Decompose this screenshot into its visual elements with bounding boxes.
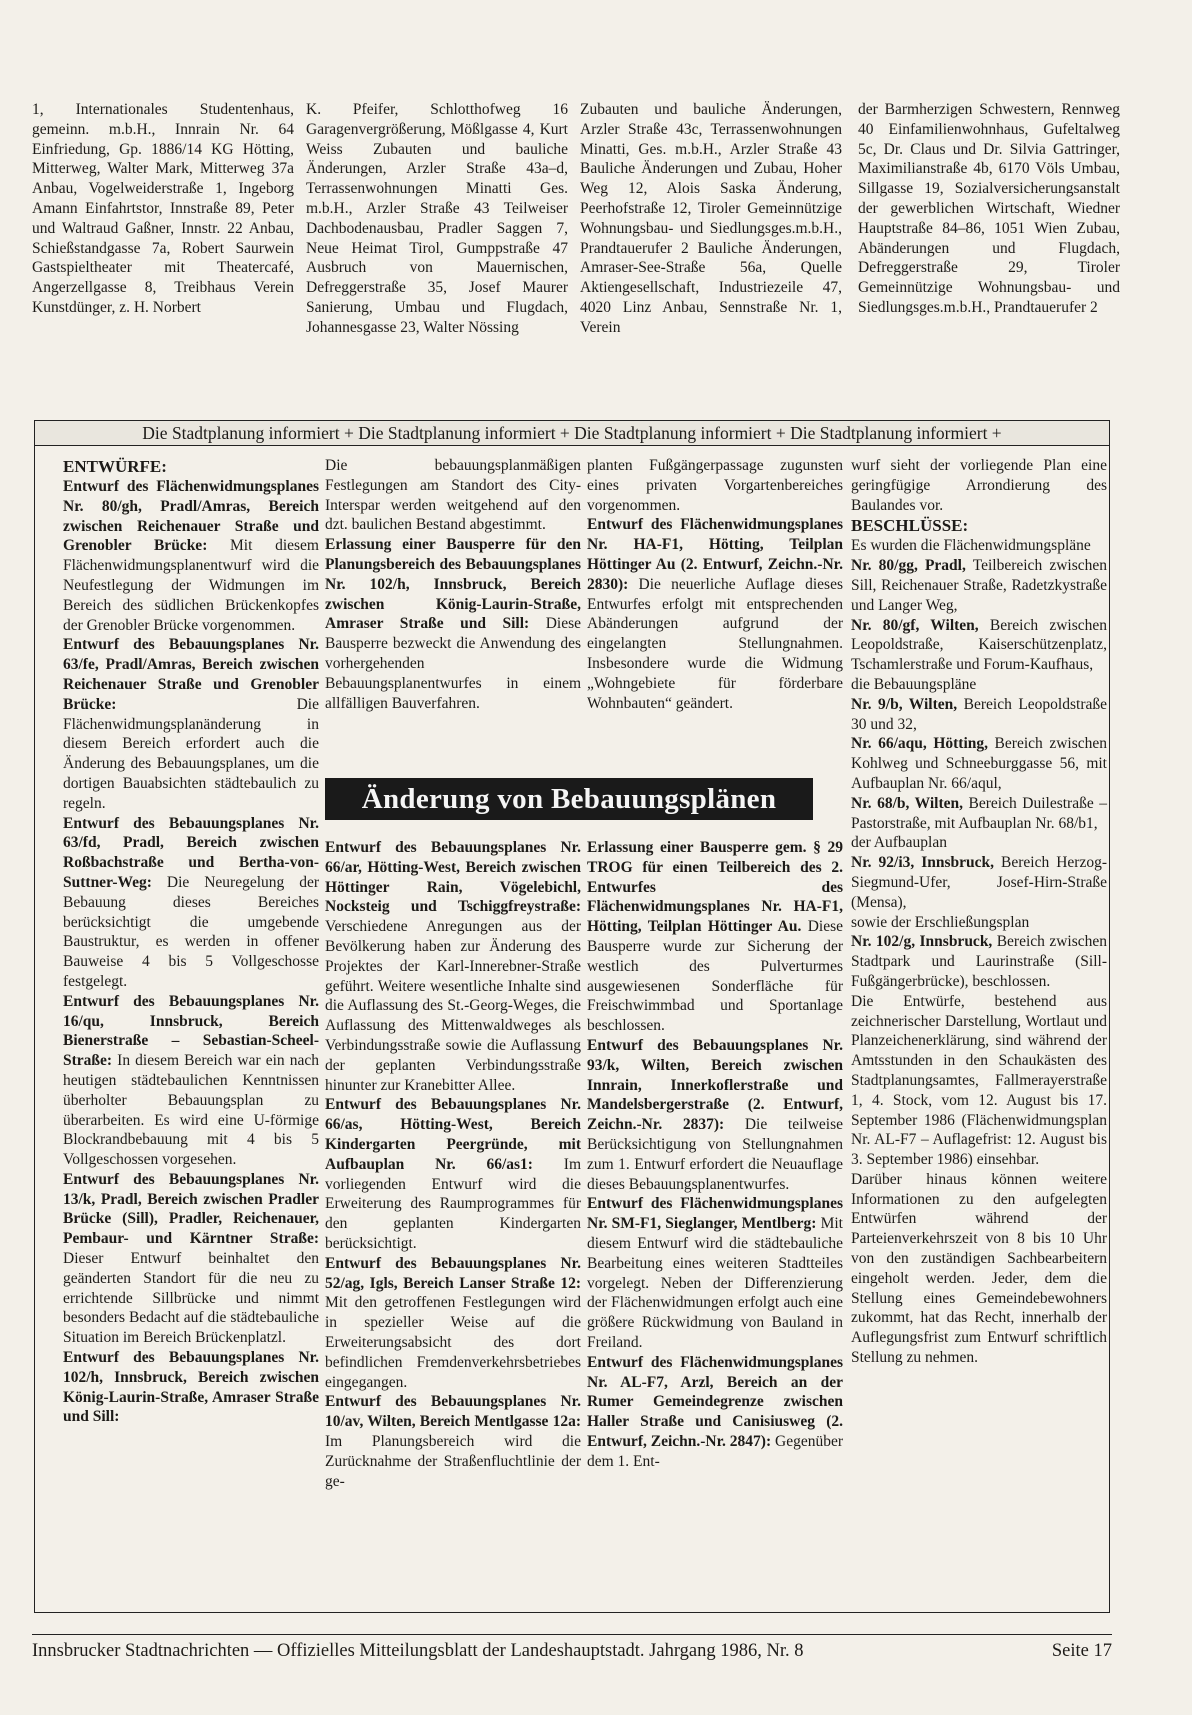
entry-heading: Entwurf des Bebauungsplanes Nr. 93/k, Wilten, Bereich zwischen Innrain, Innerkoflerstraße und Mandelsbergerstraße (2. Entwurf, Zeichn.-Nr. 2837): <box>587 1036 843 1134</box>
entry-heading: Entwurf des Bebauungsplanes Nr. 52/ag, Igls, Bereich Lanser Straße 12: <box>325 1254 581 1292</box>
entry-text: Die teilweise Berücksichtigung von Stellungnahmen zum 1. Entwurf erfordert die Neuauflage dieses Bebauungsplanentwurfes. <box>587 1116 843 1193</box>
entry-text: Mit diesem Entwurf wird die städtebauliche Bearbeitung eines weiteren Stadtteiles vorgelegt. Neben der Differenzierung der Flächenwidmungen erfolgt auch eine größere Rückwidmung von Bauland in Freiland. <box>587 1215 843 1351</box>
entry-heading: Nr. 92/i3, Innsbruck, <box>851 854 995 872</box>
entry-paragraph <box>63 992 319 1170</box>
entry-paragraph <box>325 838 581 1095</box>
top-column-1 <box>32 100 294 318</box>
stadtplanung-box <box>34 444 1110 1613</box>
entry-paragraph <box>63 1348 319 1427</box>
entries <box>325 456 581 713</box>
entry-paragraph <box>587 515 843 713</box>
col4-intro: wurf sieht der vorliegende Plan eine geringfügige Arrondierung des Baulandes vor. <box>851 457 1107 514</box>
entry-text: Im Planungsbereich wird die Zurücknahme der Straßenfluchtlinie der ge- <box>325 1432 581 1490</box>
top-listing <box>0 0 1192 410</box>
top-column-2 <box>306 100 568 338</box>
entry-paragraph <box>851 1170 1107 1368</box>
box-column-1 <box>63 456 319 1427</box>
entwuerfe-heading: ENTWÜRFE: <box>63 457 167 476</box>
entry-heading: Entwurf des Flächenwidmungsplanes Nr. HA-F1, Hötting, Teilplan Höttinger Au (2. Entwurf, Zeichn.-Nr. 2830): <box>587 516 843 593</box>
entry-paragraph <box>587 838 843 1036</box>
entry-paragraph <box>851 992 1107 1170</box>
entries <box>63 477 319 1427</box>
top-column-text: der Barmherzigen Schwestern, Rennweg 40 Einfamilienwohnhaus, Gufeltalweg 5c, Dr. Claus und Dr. Silvia Gattringer, Maximilianstraße 4b, 6170 Völs Umbau, Sillgasse 19, Sozialversicherungsanstalt der gewerblichen Wirtschaft, Wiedner Hauptstraße 84–86, 1051 Wien Zubau, Abänderungen und Flugdach, Defreggerstraße 29, Tiroler Gemeinnützige Wohnungsbau- und Siedlungsges.m.b.H., Prandtauerufer 2 <box>858 101 1120 316</box>
top-column-text: Zubauten und bauliche Änderungen, Arzler Straße 43c, Terrassenwohnungen Minatti, Ges. m.b.H., Arzler Straße 43 Bauliche Änderungen und Zubau, Hoher Weg 12, Alois Saska Änderung, Peerhofstraße 12, Tiroler Gemeinnützige Wohnungsbau- und Siedlungsges.m.b.H., Prandtauerufer 2 Bauliche Änderungen, Amraser-See-Straße 56a, Quelle Aktiengesellschaft, Industriezeile 47, 4020 Linz Anbau, Sennstraße Nr. 1, Verein <box>580 101 842 336</box>
top-column-text: 1, Internationales Studentenhaus, gemeinn. m.b.H., Innrain Nr. 64 Einfriedung, Gp. 1886/14 KG Hötting, Mitterweg, Walter Mark, Mitterweg 37a Anbau, Vogelweiderstraße 1, Ingeborg Amann Einfahrtstor, Innstraße 89, Peter und Waltraud Gaßner, Innstr. 22 Anbau, Schießstandgasse 7a, Robert Saurwein Gastspieltheater mit Theatercafé, Angerzellgasse 8, Treibhaus Verein Kunstdünger, z. H. Norbert <box>32 101 294 316</box>
entry-heading: Nr. 80/gg, Pradl, <box>851 557 966 575</box>
entry-paragraph <box>587 1353 843 1472</box>
entry-paragraph <box>63 814 319 992</box>
stadtplanung-banner: Die Stadtplanung informiert + Die Stadtplanung informiert + Die Stadtplanung informiert + Die Stadtplanung informiert + <box>34 420 1110 446</box>
entry-paragraph <box>325 1254 581 1393</box>
entry-text: Bereich zwischen Leopoldstraße, Kaiserschützenplatz, Tschamlerstraße und Forum-Kaufhaus, <box>851 616 1107 674</box>
page-number: Seite 17 <box>1051 1641 1112 1661</box>
entry-paragraph <box>325 535 581 713</box>
entry-heading: Nr. 9/b, Wilten, <box>851 695 958 713</box>
box-column-3-bottom <box>587 838 843 1472</box>
entry-text: Dieser Entwurf beinhaltet den geänderten Standort für die neu zu errichtende Sillbrücke und nimmt besonders Bedacht auf die städtebauliche Situation im Bereich Brückenplatzl. <box>63 1250 319 1347</box>
entry-paragraph <box>325 1095 581 1253</box>
entry-paragraph <box>851 833 1107 853</box>
entry-heading: Entwurf des Bebauungsplanes Nr. 13/k, Pradl, Bereich zwischen Pradler Brücke (Sill), Pradler, Reichenauer, Pembaur- und Kärntner Straße: <box>63 1170 319 1248</box>
entry-text: die Bebauungspläne <box>851 675 977 693</box>
entry-heading: Entwurf des Flächenwidmungsplanes Nr. SM-F1, Sieglanger, Mentlberg: <box>587 1195 843 1233</box>
entry-paragraph <box>851 734 1107 793</box>
entry-text: sowie der Erschließungsplan <box>851 913 1030 931</box>
entry-heading: Nr. 80/gf, Wilten, <box>851 616 979 634</box>
section-title: Änderung von Bebauungsplänen <box>325 778 813 820</box>
entry-heading: Entwurf des Bebauungsplanes Nr. 66/as, Hötting-West, Bereich Kindergarten Peergründe, mit Aufbauplan Nr. 66/as1: <box>325 1096 581 1173</box>
entry-text: Mit diesem Flächenwidmungsplanentwurf wird die Neufestlegung der Widmungen im Bereich des südlichen Brückenkopfes der Grenobler Brücke vorgenommen. <box>63 537 319 634</box>
entry-paragraph <box>851 794 1107 834</box>
entry-text: Bereich zwischen Kohlweg und Schneeburggasse 56, mit Aufbauplan Nr. 66/aqul, <box>851 735 1107 792</box>
entry-text: Die Neuregelung der Bebauung dieses Bereiches berücksichtigt die umgebende Baustruktur, es werden in offener Bauweise 4 bis 5 Vollgeschosse festgelegt. <box>63 873 319 990</box>
entry-paragraph <box>587 1194 843 1352</box>
entry-heading: Entwurf des Bebauungsplanes Nr. 102/h, Innsbruck, Bereich zwischen König-Laurin-Straße, Amraser Straße und Sill: <box>63 1349 319 1426</box>
entry-text: Im vorliegenden Entwurf wird die Erweiterung des Raumprogrammes für den geplanten Kindergarten berücksichtigt. <box>325 1155 581 1252</box>
entry-paragraph <box>851 536 1107 556</box>
entry-heading: Entwurf des Bebauungsplanes Nr. 66/ar, Hötting-West, Bereich zwischen Höttinger Rain, Vögelebichl, Nocksteig und Tschiggfreystraße: <box>325 839 581 916</box>
entry-heading: Nr. 68/b, Wilten, <box>851 794 963 812</box>
entry-paragraph <box>587 1036 843 1194</box>
box-column-2-bottom <box>325 838 581 1491</box>
beschluesse-heading: BESCHLÜSSE: <box>851 516 969 536</box>
entries <box>587 838 843 1472</box>
entry-text: Darüber hinaus können weitere Informationen zu den aufgelegten Entwürfen während der Parteienverkehrszeit von 8 bis 10 Uhr von den zuständigen Sachbearbeitern eingeholt werden. Jeder, dem die Stellung eines Gemeindebewohners zukommt, hat das Recht, innerhalb der Auflegungsfrist zum Entwurf schriftlich Stellung zu nehmen. <box>851 1170 1107 1367</box>
entry-paragraph <box>325 456 581 535</box>
entry-text: Die neuerliche Auflage dieses Entwurfes erfolgt mit entsprechenden Abänderungen aufgrund der eingelangten Stellungnahmen. Insbesondere wurde die Widmung „Wohngebiete für förderbare Wohnbauten“ geändert. <box>587 575 843 712</box>
box-column-4 <box>851 456 1107 1368</box>
entry-paragraph <box>851 556 1107 615</box>
entry-heading: Erlassung einer Bausperre gem. § 29 TROG für einen Teilbereich des 2. Entwurfes des Flächenwidmungsplanes Nr. HA-F1, Hötting, Teilplan Höttinger Au. <box>587 839 843 936</box>
entry-text: Bereich Duilestraße – Pastorstraße, mit Aufbauplan Nr. 68/b1, <box>851 794 1108 832</box>
entry-paragraph <box>63 477 319 635</box>
entry-text: planten Fußgängerpassage zugunsten eines privaten Vorgartenbereiches vorgenommen. <box>587 457 843 514</box>
entry-text: Diese Bausperre bezweckt die Anwendung des vorhergehenden Bebauungsplanentwurfes in einem allfälligen Bauverfahren. <box>325 615 581 712</box>
entries <box>587 456 843 713</box>
entry-text: Bereich Herzog-Siegmund-Ufer, Josef-Hirn-Straße (Mensa), <box>851 854 1107 911</box>
entry-heading: Entwurf des Bebauungsplanes Nr. 10/av, Wilten, Bereich Mentlgasse 12a: <box>325 1393 581 1431</box>
entry-text: Mit den getroffenen Festlegungen wird in spezieller Weise auf die Erweiterungsabsicht des dort befindlichen Fremdenverkehrsbetriebes eingegangen. <box>325 1294 581 1391</box>
box-column-2-top <box>325 456 581 713</box>
top-column-3 <box>580 100 842 338</box>
entry-paragraph <box>325 1392 581 1491</box>
entry-paragraph <box>851 695 1107 735</box>
entry-paragraph <box>851 913 1107 933</box>
entry-text: In diesem Bereich war ein nach heutigen städtebaulichen Kenntnissen überholter Bebauungsplan zu überarbeiten. Es wird eine U-förmige Blockrandbebauung mit 4 bis 5 Vollgeschossen vorgesehen. <box>63 1052 319 1169</box>
entry-heading: Nr. 102/g, Innsbruck, <box>851 933 993 951</box>
entry-text: Es wurden die Flächenwidmungspläne <box>851 537 1091 555</box>
entry-text: Verschiedene Anregungen aus der Bevölkerung haben zur Änderung des Projektes der Karl-Innerebner-Straße geführt. Weitere wesentliche Inhalte sind die Auflassung des St.-Georg-Weges, die Auflassung des Mittenwaldweges als Verbindungsstraße sowie die Auflassung der geplanten Verbindungsstraße hinunter zur Kranebitter Allee. <box>325 918 581 1094</box>
entry-heading: Entwurf des Flächenwidmungsplanes Nr. 80/gh, Pradl/Amras, Bereich zwischen Reichenauer Straße und Grenobler Brücke: <box>63 478 319 555</box>
entry-text: Bereich Leopoldstraße 30 und 32, <box>851 695 1107 733</box>
entry-text: Diese Bausperre wurde zur Sicherung der westlich des Pulverturmes ausgewiesenen Sonderfläche für Freischwimmbad und Sportanlage beschlossen. <box>587 918 843 1035</box>
entry-paragraph <box>851 853 1107 912</box>
top-column-4 <box>858 100 1120 318</box>
entry-text: Teilbereich zwischen Sill, Reichenauer Straße, Radetzkystraße und Langer Weg, <box>851 557 1107 614</box>
entry-text: Gegenüber dem 1. Ent- <box>587 1432 844 1470</box>
entry-heading: Nr. 66/aqu, Hötting, <box>851 735 988 753</box>
entry-paragraph <box>851 932 1107 991</box>
entry-heading: Entwurf des Bebauungsplanes Nr. 63/fe, Pradl/Amras, Bereich zwischen Reichenauer Straße und Grenobler Brücke: <box>63 636 319 713</box>
entry-text: Die Flächenwidmungsplanänderung in diesem Bereich erfordert auch die Änderung des Bebauungsplanes, um die dortigen Bauabsichten städtebaulich zu regeln. <box>63 695 319 812</box>
entry-text: der Aufbauplan <box>851 834 947 852</box>
entries <box>851 536 1107 1367</box>
entry-text: Die Entwürfe, bestehend aus zeichnerischer Darstellung, Wortlaut und Planzeichenerklärung, sind während der Amtsstunden in den Schaukästen des Stadtplanungsamtes, Fallmerayerstraße 1, 4. Stock, vom 12. August bis 17. September 1986 (Flächenwidmungsplan Nr. AL-F7 – Auflagefrist: 12. August bis 3. September 1986) einsehbar. <box>851 992 1107 1169</box>
top-column-text: K. Pfeifer, Schlotthofweg 16 Garagenvergrößerung, Mößlgasse 4, Kurt Weiss Zubauten und bauliche Änderungen, Arzler Straße 43a–d, Terrassenwohnungen Minatti Ges. m.b.H., Arzler Straße 43 Teilweiser Dachbodenausbau, Pradler Saggen 7, Neue Heimat Tirol, Gumppstraße 47 Ausbruch von Mauernischen, Defreggerstraße 35, Josef Maurer Sanierung, Umbau und Flugdach, Johannesgasse 23, Walter Nössing <box>306 101 568 336</box>
footer-publication: Innsbrucker Stadtnachrichten — Offizielles Mitteilungsblatt der Landeshauptstadt. Jahrgang 1986, Nr. 8 <box>32 1641 804 1661</box>
box-column-3-top <box>587 456 843 713</box>
entries <box>325 838 581 1491</box>
entry-heading: Entwurf des Bebauungsplanes Nr. 63/fd, Pradl, Bereich zwischen Roßbachstraße und Bertha-von-Suttner-Weg: <box>63 814 319 891</box>
entry-paragraph <box>587 456 843 515</box>
entry-paragraph <box>851 675 1107 695</box>
entry-heading: Entwurf des Flächenwidmungsplanes Nr. AL-F7, Arzl, Bereich an der Rumer Gemeindegrenze zwischen Haller Straße und Canisiusweg (2. Entwurf, Zeichn.-Nr. 2847): <box>587 1353 843 1450</box>
page-footer <box>32 1634 1112 1662</box>
entry-paragraph <box>63 635 319 813</box>
entry-paragraph <box>63 1170 319 1348</box>
entry-heading: Entwurf des Bebauungsplanes Nr. 16/qu, Innsbruck, Bereich Bienerstraße – Sebastian-Scheel-Straße: <box>63 992 319 1070</box>
entry-text: Die bebauungsplanmäßigen Festlegungen am Standort des City-Interspar werden weitgehend auf den dzt. baulichen Bestand abgestimmt. <box>325 457 581 534</box>
entry-text: Bereich zwischen Stadtpark und Laurinstraße (Sill-Fußgängerbrücke), beschlossen. <box>851 933 1107 990</box>
entry-paragraph <box>851 616 1107 675</box>
entry-heading: Erlassung einer Bausperre für den Planungsbereich des Bebauungsplanes Nr. 102/h, Innsbruck, Bereich zwischen König-Laurin-Straße, Amraser Straße und Sill: <box>325 536 581 633</box>
